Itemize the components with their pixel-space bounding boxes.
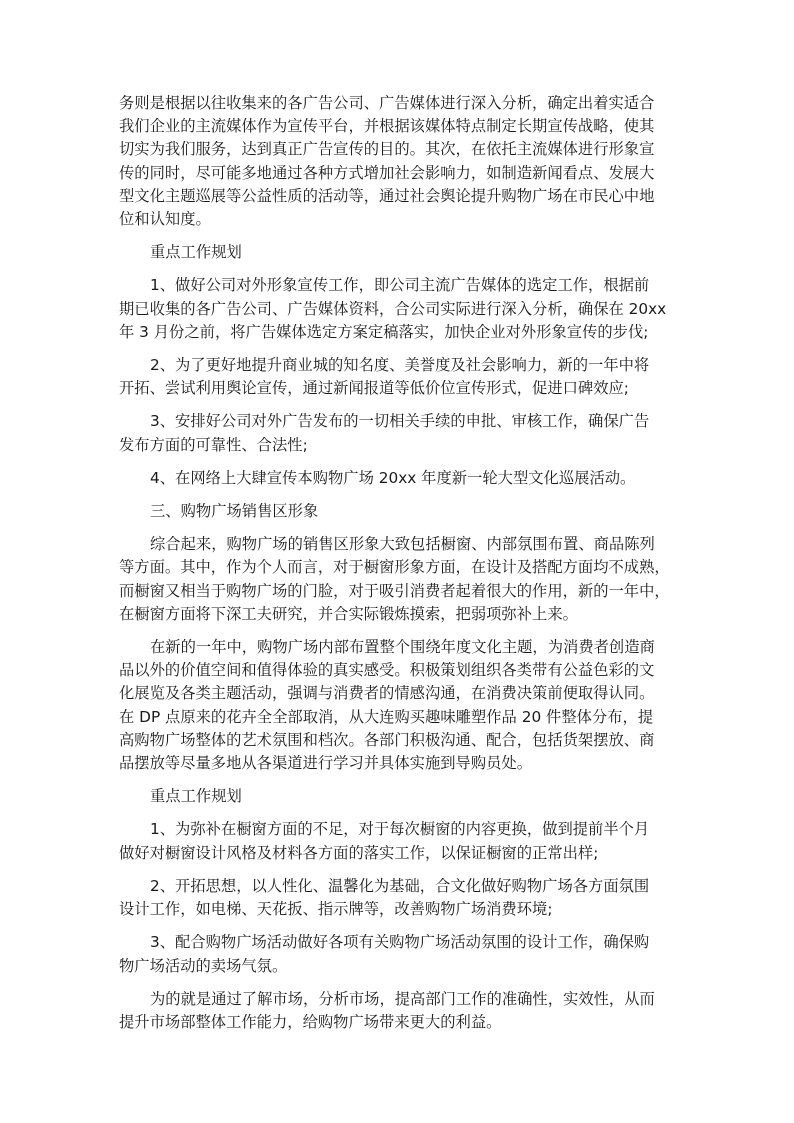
paragraph-conclusion: [119, 988, 677, 1034]
text-line: 提升市场部整体工作能力，给购物广场带来更大的利益。: [119, 1012, 502, 1031]
text-line: 等方面。其中，作为个人而言，对于橱窗形象方面，在设计及搭配方面均不成熟，: [119, 558, 670, 577]
text-line: 传的同时，尽可能多地通过各种方式增加社会影响力，如制造新闻看点、发展大: [119, 163, 655, 182]
paragraph-window-item-2: [119, 875, 677, 921]
section-heading-work-plan-2: 重点工作规划: [150, 787, 242, 806]
text-line: 综合起来，购物广场的销售区形象大致包括橱窗、内部氛围布置、商品陈列: [150, 535, 655, 554]
text-line: 在 DP 点原来的花卉全全部取消，从大连购买趣味雕塑作品 20 件整体分布，提: [119, 707, 654, 726]
text-line: 高购物广场整体的艺术氛围和档次。各部门积极沟通、配合，包括货架摆放、商: [119, 730, 655, 749]
text-line: 我们企业的主流媒体作为宣传平台，并根据该媒体特点制定长期宣传战略，使其: [119, 117, 655, 136]
text-line: 务则是根据以往收集来的各广告公司、广告媒体进行深入分析，确定出着实适合: [119, 94, 655, 112]
paragraph-plan-item-1: [119, 274, 677, 344]
text-line: 1、为弥补在橱窗方面的不足，对于每次橱窗的内容更换，做到提前半个月: [150, 820, 650, 839]
text-line: 1、做好公司对外形象宣传工作，即公司主流广告媒体的选定工作，根据前: [150, 276, 650, 295]
text-line: 品以外的价值空间和值得体验的真实感受。积极策划组织各类带有公益色彩的文: [119, 661, 655, 680]
text-line: 在新的一年中，购物广场内部布置整个围绕年度文化主题，为消费者创造商: [150, 638, 655, 657]
text-line: 2、为了更好地提升商业城的知名度、美誉度及社会影响力，新的一年中将: [150, 356, 650, 375]
paragraph-window-item-1: [119, 818, 677, 864]
text-line: 而橱窗又相当于购物广场的门脸，对于吸引消费者起着很大的作用，新的一年中，: [119, 581, 670, 600]
text-line: 年 3 月份之前，将广告媒体选定方案定稿落实，加快企业对外形象宣传的步伐;: [119, 322, 649, 341]
text-line: 化展览及各类主题活动，强调与消费者的情感沟通，在消费决策前便取得认同。: [119, 684, 655, 703]
document-page: [119, 92, 677, 1044]
text-line: 切实为我们服务，达到真正广告宣传的目的。其次，在依托主流媒体进行形象宣: [119, 140, 655, 159]
text-line: 物广场活动的卖场气氛。: [119, 956, 288, 975]
text-line: 品摆放等尽量多地从各渠道进行学习并具体实施到导购员处。: [119, 754, 533, 773]
text-line: 2、开拓思想，以人性化、温馨化为基础，合文化做好购物广场各方面氛围: [150, 876, 650, 895]
text-line: 期已收集的各广告公司、广告媒体资料，合公司实际进行深入分析，确保在 20xx: [119, 299, 667, 318]
paragraph-sales-area-summary: [119, 533, 677, 626]
paragraph-interior-layout: [119, 636, 677, 775]
paragraph-plan-item-2: [119, 354, 677, 400]
text-line: 发布方面的可靠性、合法性;: [119, 435, 308, 454]
text-line: 在橱窗方面将下深工夫研究，并合实际锻炼摸索，把弱项弥补上来。: [119, 604, 578, 623]
text-line: 设计工作，如电梯、天花扳、指示牌等，改善购物广场消费环境;: [119, 900, 553, 919]
paragraph-window-item-3: [119, 931, 677, 977]
text-line: 为的就是通过了解市场，分析市场，提高部门工作的准确性，实效性，从而: [150, 989, 655, 1008]
text-line: 4、在网络上大肆宣传本购物广场 20xx 年度新一轮大型文化巡展活动。: [150, 468, 636, 487]
paragraph-plan-item-3: [119, 410, 677, 456]
text-line: 型文化主题巡展等公益性质的活动等，通过社会舆论提升购物广场在市民心中地: [119, 186, 655, 205]
text-line: 3、配合购物广场活动做好各项有关购物广场活动氛围的设计工作，确保购: [150, 933, 650, 952]
text-line: 开拓、尝试利用舆论宣传，通过新闻报道等低价位宣传形式，促进口碑效应;: [119, 379, 629, 398]
text-line: 3、安排好公司对外广告发布的一切相关手续的申批、审核工作，确保广告: [150, 412, 650, 431]
text-line: 做好对橱窗设计风格及材料各方面的落实工作，以保证橱窗的正常出样;: [119, 843, 599, 862]
paragraph-plan-item-4: [119, 467, 677, 490]
section-heading-sales-area-image: 三、购物广场销售区形象: [150, 502, 319, 521]
text-line: 位和认知度。: [119, 210, 211, 229]
section-heading-work-plan-1: 重点工作规划: [150, 243, 242, 262]
paragraph-intro: [119, 92, 677, 231]
